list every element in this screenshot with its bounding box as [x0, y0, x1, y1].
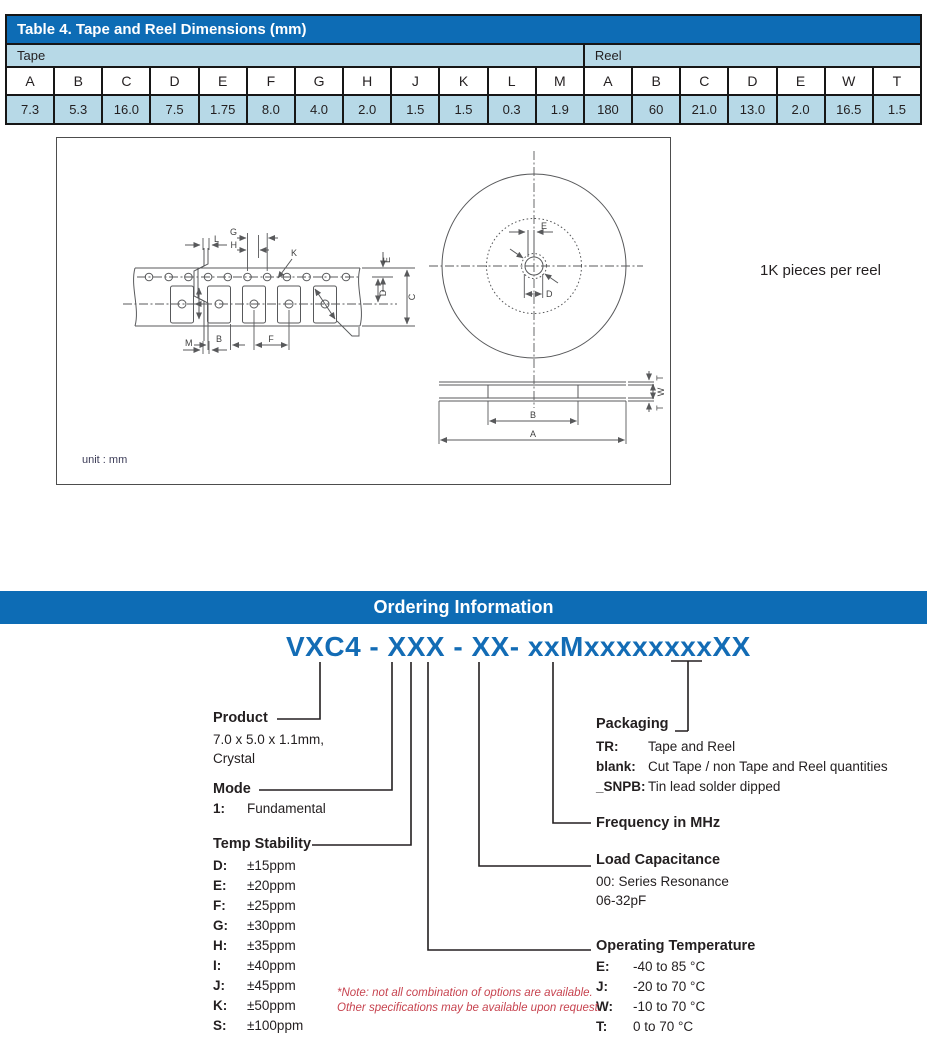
dim-label-e-tape: E	[382, 256, 392, 264]
option-value: ±35ppm	[247, 938, 296, 953]
option-value: ±15ppm	[247, 858, 296, 873]
tape-value: 16.0	[102, 95, 150, 124]
ordering-information-banner: Ordering Information	[0, 591, 927, 624]
option-value: Tape and Reel	[648, 739, 736, 754]
reel-col-header: T	[873, 67, 921, 95]
tape-value: 7.3	[6, 95, 54, 124]
reel-value: 1.5	[873, 95, 921, 124]
option-key: D:	[213, 858, 228, 873]
reel-col-header: A	[584, 67, 632, 95]
tape-strip-drawing	[123, 227, 417, 350]
tape-reel-drawing	[57, 138, 670, 484]
option-value: Cut Tape / non Tape and Reel quantities	[648, 759, 888, 774]
packaging-option	[596, 777, 888, 797]
reel-col-header: E	[777, 67, 825, 95]
operating-temperature-option	[596, 977, 705, 997]
operating-temperature-option	[596, 957, 705, 977]
load-capacitance-line-2: 06-32pF	[596, 893, 647, 908]
reel-value: 21.0	[680, 95, 728, 124]
dim-label-d-tape: D	[378, 289, 388, 297]
temp-stability-option	[213, 956, 303, 976]
option-key: W:	[596, 999, 613, 1014]
tape-reel-drawing-frame	[56, 137, 671, 485]
load-capacitance-options	[596, 872, 729, 910]
option-key: E:	[596, 959, 610, 974]
tape-col-header: F	[247, 67, 295, 95]
option-value: ±25ppm	[247, 898, 296, 913]
dim-label-h: H	[230, 240, 237, 250]
tape-col-header: G	[295, 67, 343, 95]
temp-stability-option	[213, 976, 303, 996]
mode-option-value: Fundamental	[247, 801, 326, 816]
option-value: -40 to 85 °C	[633, 959, 706, 974]
load-capacitance-line-1: 00: Series Resonance	[596, 874, 729, 889]
packaging-option	[596, 737, 888, 757]
reel-side-view	[439, 371, 666, 444]
tape-value: 1.75	[199, 95, 247, 124]
tape-col-header: L	[488, 67, 536, 95]
tape-value: 4.0	[295, 95, 343, 124]
values-row	[6, 95, 921, 124]
tape-group-header: Tape	[6, 44, 584, 67]
option-value: ±45ppm	[247, 978, 296, 993]
unit-label: unit : mm	[82, 454, 128, 466]
product-line-1: 7.0 x 5.0 x 1.1mm,	[213, 732, 325, 747]
mode-option-key: 1:	[213, 801, 226, 816]
dim-label-t-bottom: T	[655, 405, 665, 411]
tape-value: 8.0	[247, 95, 295, 124]
temp-stability-option	[213, 996, 303, 1016]
option-key: H:	[213, 938, 228, 953]
reel-value: 16.5	[825, 95, 873, 124]
temp-stability-options	[213, 856, 303, 1036]
column-header-row	[6, 67, 921, 95]
option-value: 0 to 70 °C	[633, 1019, 694, 1034]
availability-note-line-1: *Note: not all combination of options are available.	[337, 987, 593, 999]
option-value: ±100ppm	[247, 1018, 304, 1033]
operating-temperature-heading: Operating Temperature	[596, 938, 756, 954]
dim-label-t-top: T	[655, 375, 665, 381]
availability-note	[337, 986, 601, 1016]
reel-col-header: B	[632, 67, 680, 95]
dim-label-k: K	[291, 248, 298, 258]
pieces-per-reel-label: 1K pieces per reel	[760, 262, 881, 279]
mode-option	[213, 799, 326, 819]
reel-front-view	[429, 151, 643, 408]
option-key: blank:	[596, 759, 636, 774]
tape-col-header: J	[391, 67, 439, 95]
tape-col-header: M	[536, 67, 584, 95]
reel-group-header: Reel	[584, 44, 921, 67]
part-number-code: VXC4 - XXX - XX- xxMxxxxxxxxXX	[286, 631, 751, 662]
dim-label-e-reel: E	[541, 221, 548, 231]
tape-col-header: B	[54, 67, 102, 95]
dim-label-g: G	[229, 227, 237, 237]
tape-col-header: D	[150, 67, 198, 95]
option-key: TR:	[596, 739, 619, 754]
mode-options	[213, 799, 326, 819]
dim-label-b-tape: B	[215, 334, 223, 344]
option-value: ±40ppm	[247, 958, 296, 973]
operating-temperature-option	[596, 1017, 705, 1037]
option-value: Tin lead solder dipped	[648, 779, 781, 794]
temp-stability-option	[213, 936, 303, 956]
tape-value: 7.5	[150, 95, 198, 124]
dim-label-f: F	[268, 334, 274, 344]
mode-heading: Mode	[213, 781, 251, 797]
temp-stability-option	[213, 1016, 303, 1036]
option-key: K:	[213, 998, 228, 1013]
tape-value: 2.0	[343, 95, 391, 124]
dim-label-w: W	[656, 387, 666, 397]
dim-label-d-reel: D	[546, 289, 553, 299]
option-key: E:	[213, 878, 227, 893]
temp-stability-option	[213, 896, 303, 916]
packaging-heading: Packaging	[596, 716, 669, 732]
availability-note-line-2: Other specifications may be available upon request.	[337, 1002, 602, 1014]
tape-col-header: E	[199, 67, 247, 95]
tape-value: 5.3	[54, 95, 102, 124]
tape-col-header: K	[439, 67, 487, 95]
dim-label-l: L	[214, 234, 220, 244]
option-key: J:	[213, 978, 226, 993]
option-value: -10 to 70 °C	[633, 999, 706, 1014]
tape-col-header: C	[102, 67, 150, 95]
reel-col-header: C	[680, 67, 728, 95]
dim-label-c: C	[407, 293, 417, 301]
tape-value: 1.5	[439, 95, 487, 124]
frequency-heading: Frequency in MHz	[596, 815, 721, 831]
option-key: _SNPB:	[596, 779, 646, 794]
temp-stability-option	[213, 876, 303, 896]
tape-value: 1.9	[536, 95, 584, 124]
product-line-2: Crystal	[213, 751, 256, 766]
option-key: I:	[213, 958, 222, 973]
tape-value: 0.3	[488, 95, 536, 124]
product-heading: Product	[213, 710, 268, 726]
option-value: ±30ppm	[247, 918, 296, 933]
reel-value: 60	[632, 95, 680, 124]
reel-col-header: W	[825, 67, 873, 95]
option-key: S:	[213, 1018, 227, 1033]
reel-col-header: D	[728, 67, 776, 95]
dim-label-m: M	[185, 338, 193, 348]
temp-stability-option	[213, 856, 303, 876]
tape-reel-dimensions-table	[5, 14, 922, 125]
product-description	[213, 730, 324, 768]
option-value: ±20ppm	[247, 878, 296, 893]
option-value: ±50ppm	[247, 998, 296, 1013]
tape-col-header: A	[6, 67, 54, 95]
tape-col-header: H	[343, 67, 391, 95]
operating-temperature-options	[596, 957, 705, 1037]
option-key: G:	[213, 918, 228, 933]
reel-value: 2.0	[777, 95, 825, 124]
dim-label-a-reel: A	[529, 429, 537, 439]
operating-temperature-option	[596, 997, 705, 1017]
load-capacitance-heading: Load Capacitance	[596, 852, 721, 868]
temp-stability-option	[213, 916, 303, 936]
table-title: Table 4. Tape and Reel Dimensions (mm)	[6, 15, 921, 44]
dim-label-b-reel: B	[529, 410, 537, 420]
option-key: T:	[596, 1019, 608, 1034]
packaging-options	[596, 737, 888, 797]
reel-value: 180	[584, 95, 632, 124]
option-key: J:	[596, 979, 609, 994]
tape-value: 1.5	[391, 95, 439, 124]
option-key: F:	[213, 898, 226, 913]
temp-stability-heading: Temp Stability	[213, 836, 312, 852]
packaging-option	[596, 757, 888, 777]
reel-value: 13.0	[728, 95, 776, 124]
option-value: -20 to 70 °C	[633, 979, 706, 994]
